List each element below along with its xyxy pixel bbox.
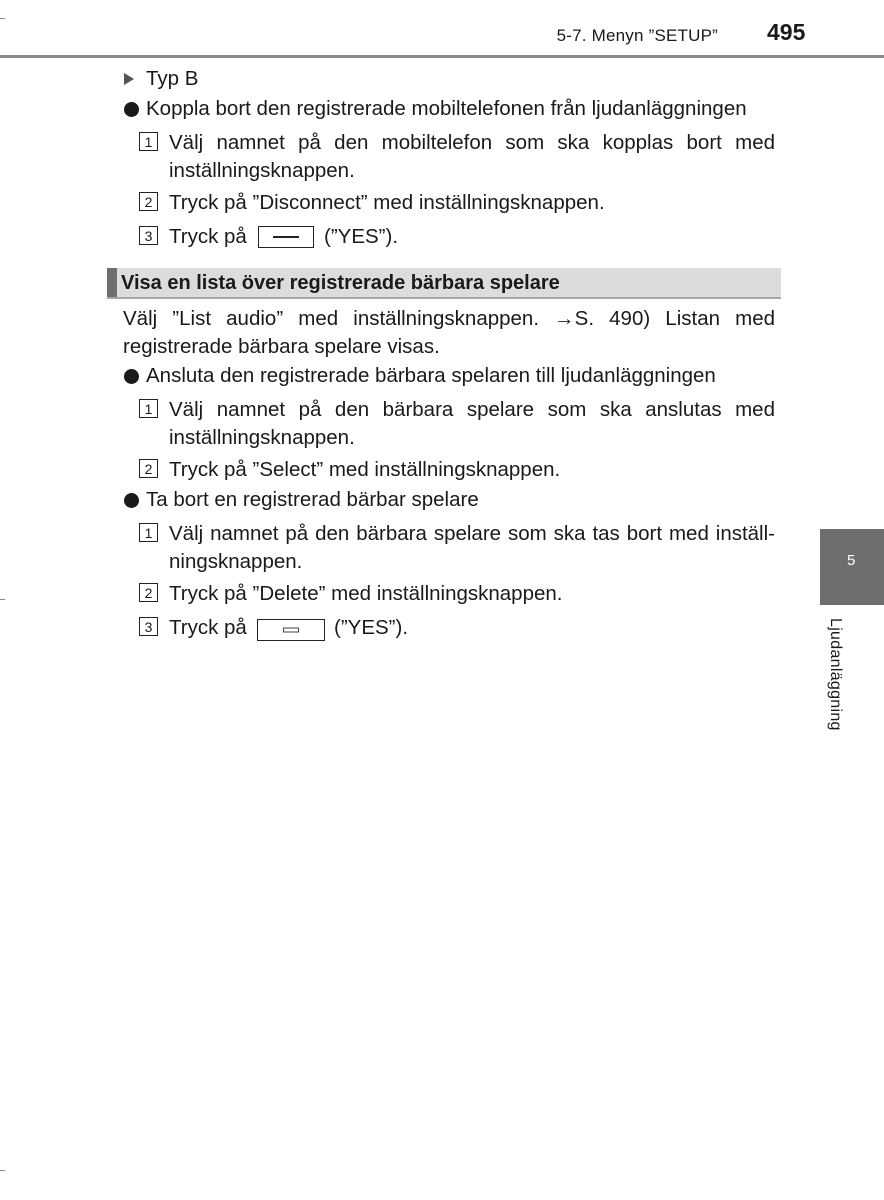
delete-player-heading: Ta bort en registrerad bärbar spelare	[146, 488, 479, 511]
step-text-line: inställningsknappen.	[169, 426, 355, 449]
step-number-1: 1	[139, 523, 158, 542]
crop-mark	[0, 599, 5, 600]
bullet-icon	[124, 493, 139, 508]
step-text: Tryck på ”Disconnect” med inställningsknappen.	[169, 191, 605, 214]
step-text-suffix: (”YES”).	[324, 225, 399, 248]
step-number-2: 2	[139, 459, 158, 478]
step-number-1: 1	[139, 399, 158, 418]
intro-text-line: registrerade bärbara spelare visas.	[123, 335, 440, 358]
step-text-line: Välj namnet på den bärbara spelare som ska tas bort med inställ-	[169, 522, 775, 545]
chapter-tab	[820, 529, 884, 605]
header-section-title: 5-7. Menyn ”SETUP”	[556, 26, 718, 45]
bullet-icon	[124, 102, 139, 117]
typ-b-label: Typ B	[146, 67, 199, 90]
step-text-line: Välj namnet på den mobiltelefon som ska kopplas bort med	[169, 131, 775, 154]
step-number-1: 1	[139, 132, 158, 151]
step-text-prefix: Tryck på	[169, 225, 247, 248]
section-heading	[107, 268, 781, 299]
page-number: 495	[767, 19, 806, 45]
triangle-icon	[124, 73, 134, 85]
step-text-line: ningsknappen.	[169, 550, 303, 573]
section-title: Visa en lista över registrerade bärbara spelare	[121, 272, 560, 294]
header-rule	[0, 55, 884, 58]
step-text: Tryck på ”Select” med inställningsknappen.	[169, 458, 561, 481]
intro-text-line: Välj ”List audio” med inställningsknappen. →S. 490) Listan med	[123, 307, 775, 330]
crop-mark	[0, 1170, 5, 1171]
chapter-number: 5	[847, 552, 856, 569]
yes-button-icon	[257, 619, 325, 641]
step-number-2: 2	[139, 583, 158, 602]
disconnect-phone-heading: Koppla bort den registrerade mobiltelefonen från ljudanläggningen	[146, 97, 747, 120]
step-number-3: 3	[139, 226, 158, 245]
step-text-prefix: Tryck på	[169, 616, 247, 639]
step-number-2: 2	[139, 192, 158, 211]
step-text-line: inställningsknappen.	[169, 159, 355, 182]
crop-mark	[0, 18, 5, 19]
connect-player-heading: Ansluta den registrerade bärbara spelaren till ljudanläggningen	[146, 364, 716, 387]
step-number-3: 3	[139, 617, 158, 636]
chapter-label: Ljudanläggning	[827, 618, 844, 731]
step-text-suffix: (”YES”).	[334, 616, 409, 639]
yes-button-icon	[258, 226, 314, 248]
step-text-line: Välj namnet på den bärbara spelare som ska anslutas med	[169, 398, 775, 421]
step-text: Tryck på ”Delete” med inställningsknappen.	[169, 582, 563, 605]
bullet-icon	[124, 369, 139, 384]
